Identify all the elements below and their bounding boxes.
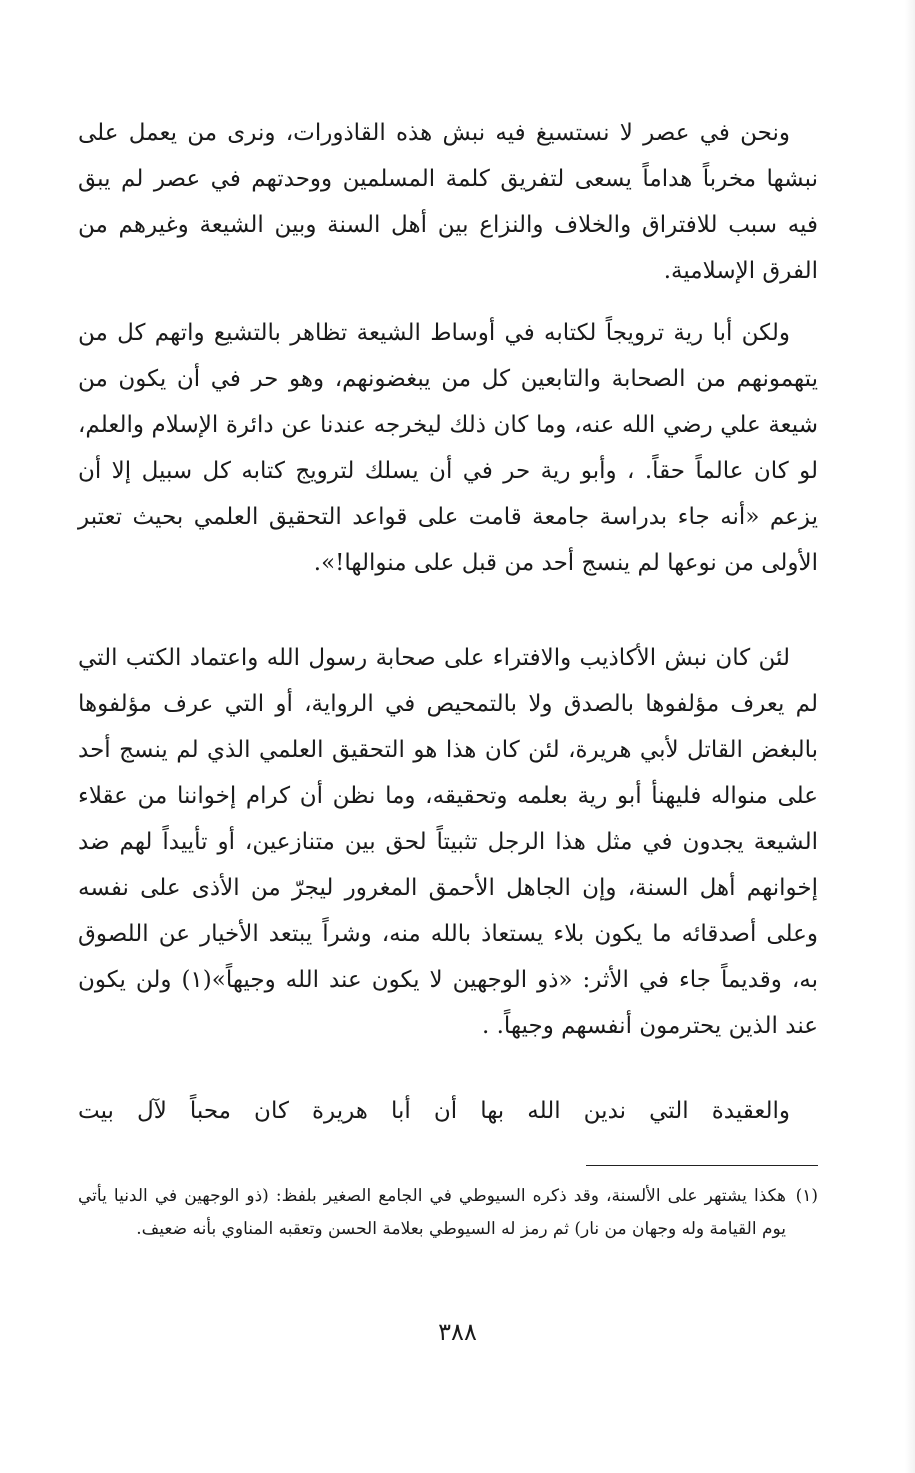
scan-edge-shadow: [905, 0, 915, 1473]
footnote: [78, 1180, 818, 1246]
footnote-text: هكذا يشتهر على الألسنة، وقد ذكره السيوطي في الجامع الصغير بلفظ: (ذو الوجهين في الدنيا يأتي يوم القيامة وله وجهان من نار) ثم رمز له السيوطي بعلامة الحسن وتعقبه المناوي بأنه ضعيف.: [78, 1186, 786, 1239]
paragraph-text: لئن كان نبش الأكاذيب والافتراء على صحابة رسول الله واعتماد الكتب التي لم يعرف مؤلفوها بالصدق ولا بالتمحيص في الرواية، أو التي عرف مؤلفوها بالبغض القاتل لأبي هريرة، لئن كان هذا هو التحقيق العلمي الذي لم ينسج أحد على منواله فليهنأ أبو رية بعلمه وتحقيقه، وما نظن أن كرام إخواننا من عقلاء الشيعة يجدون في مثل هذا الرجل تثبيتاً لحق بين متنازعين، أو تأييداً لهم ضد إخوانهم أهل السنة، وإن الجاهل الأحمق المغرور ليجرّ من الأذى على نفسه وعلى أصدقائه ما يكون بلاء يستعاذ بالله منه، وشراً يبتعد الأخيار عن اللصوق به، وقديماً جاء في الأثر: «ذو الوجهين لا يكون عند الله وجيهاً»(١) ولن يكون عند الذين يحترمون أنفسهم وجيهاً. .: [78, 645, 818, 1039]
paragraph-text: ولكن أبا رية ترويجاً لكتابه في أوساط الشيعة تظاهر بالتشيع واتهم كل من يتهمونهم من الصحابة والتابعين كل من يبغضونهم، وهو حر في أن يكون من شيعة علي رضي الله عنه، وما كان ذلك ليخرجه عندنا عن دائرة الإسلام والعلم، لو كان عالماً حقاً. ، وأبو رية حر في أن يسلك لترويج كتابه كل سبيل إلا أن يزعم «أنه جاء بدراسة جامعة قامت على قواعد التحقيق العلمي بحيث تعتبر الأولى من نوعها لم ينسج أحد من قبل على منوالها!».: [78, 320, 818, 576]
paragraph-3: [78, 635, 818, 1049]
paragraph-1: [78, 110, 818, 294]
footnote-separator: [586, 1165, 818, 1166]
paragraph-4: [78, 1088, 818, 1134]
paragraph-text: والعقيدة التي ندين الله بها أن أبا هريرة كان محباً لآل بيت: [78, 1098, 790, 1124]
footnote-number: (١): [795, 1186, 818, 1206]
paragraph-2: [78, 310, 818, 586]
page-number: ٣٨٨: [438, 1318, 477, 1346]
paragraph-text: ونحن في عصر لا نستسيغ فيه نبش هذه القاذورات، ونرى من يعمل على نبشها مخرباً هداماً يسعى لتفريق كلمة المسلمين ووحدتهم في عصر لم يبق فيه سبب للافتراق والخلاف والنزاع بين أهل السنة وبين الشيعة وغيرهم من الفرق الإسلامية.: [78, 120, 818, 284]
